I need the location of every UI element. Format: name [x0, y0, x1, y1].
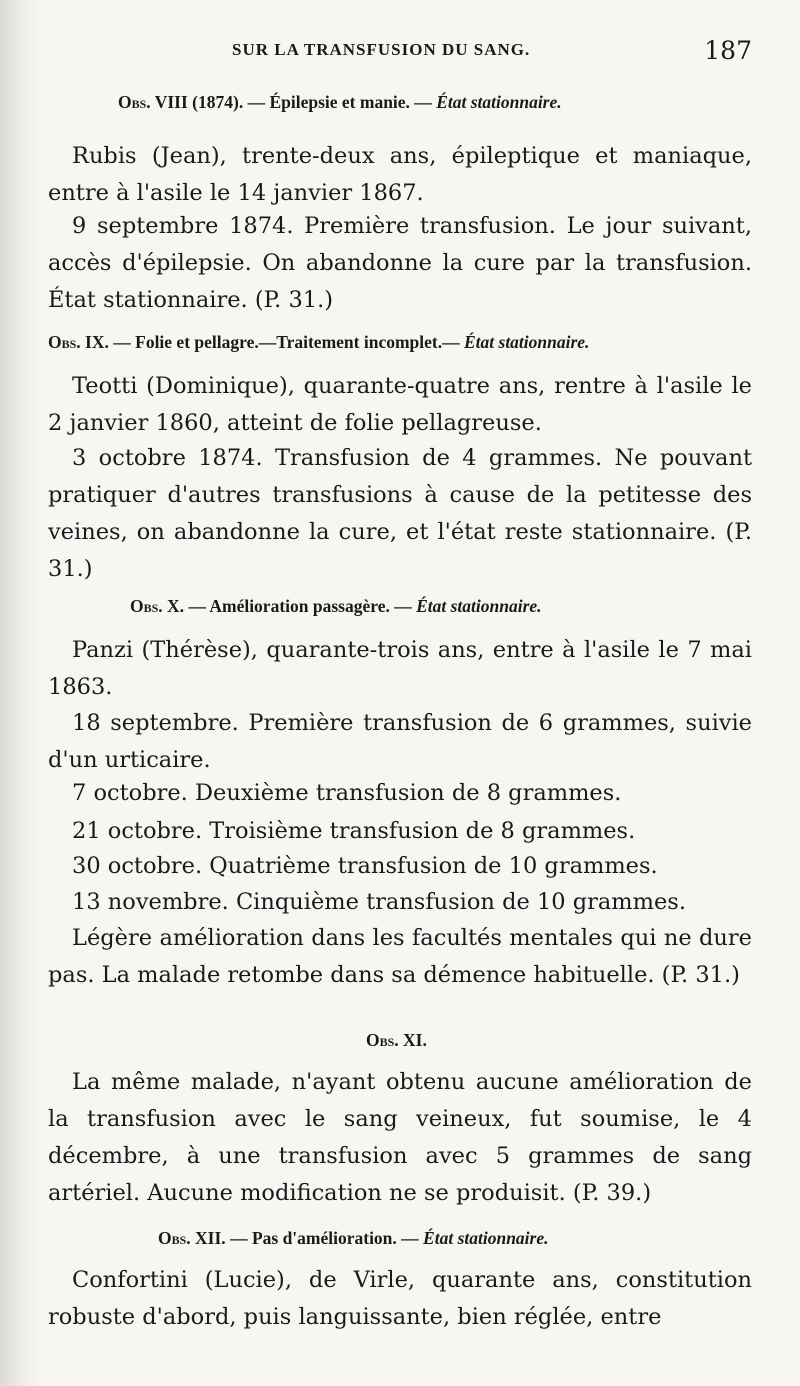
obs-status: État stationnaire. — [416, 596, 542, 616]
obs-label: Obs. XI. — [366, 1030, 427, 1050]
page-number: 187 — [704, 36, 752, 65]
obs-subject: — Épilepsie et manie. — — [243, 92, 437, 112]
obs-10-paragraph-6: 13 novembre. Cinquième transfusion de 10 grammes. — [72, 889, 686, 915]
page-gutter-shadow — [0, 0, 40, 1386]
obs-9-heading — [48, 332, 589, 353]
obs-11-heading — [366, 1030, 427, 1051]
obs-10-paragraph-1: Panzi (Thérèse), quarante-trois ans, entre à l'asile le 7 mai 1863. — [48, 637, 752, 700]
obs-label: Obs. VIII (1874). — [118, 92, 244, 112]
obs-subject: — Pas d'amélioration. — — [225, 1228, 424, 1248]
obs-9-paragraph-2: 3 octobre 1874. Transfusion de 4 grammes. Ne pouvant pratiquer d'autres transfusions à cause de la petitesse des veines, on abandonne la cure, et l'état reste stationnaire. (P. 31.) — [48, 445, 752, 582]
obs-12-heading — [158, 1228, 549, 1249]
obs-12-paragraph-1: Confortini (Lucie), de Virle, quarante ans, constitution robuste d'abord, puis languissante, bien réglée, entre — [48, 1267, 752, 1330]
obs-subject: — Amélioration passagère. — — [184, 596, 417, 616]
obs-10-paragraph-2: 18 septembre. Première transfusion de 6 grammes, suivie d'un urticaire. — [48, 710, 752, 773]
running-title: SUR LA TRANSFUSION DU SANG. — [232, 40, 531, 59]
obs-11-paragraph-1: La même malade, n'ayant obtenu aucune amélioration de la transfusion avec le sang veineux, fut soumise, le 4 décembre, à une transfusion avec 5 grammes de sang artériel. Aucune modification ne se produisit. (P. 39.) — [48, 1069, 752, 1206]
obs-10-paragraph-3: 7 octobre. Deuxième transfusion de 8 grammes. — [72, 780, 622, 806]
obs-10-heading — [130, 596, 542, 617]
obs-8-paragraph-1: Rubis (Jean), trente-deux ans, épileptique et maniaque, entre à l'asile le 14 janvier 1867. — [48, 143, 752, 206]
obs-9-paragraph-1: Teotti (Dominique), quarante-quatre ans, rentre à l'asile le 2 janvier 1860, atteint de folie pellagreuse. — [48, 373, 752, 436]
obs-status: État stationnaire. — [463, 332, 590, 352]
obs-label: Obs. X. — [130, 596, 185, 616]
obs-subject: — Folie et pellagre.—Traitement incomplet.— — [108, 332, 464, 352]
obs-status: État stationnaire. — [436, 92, 562, 112]
obs-10-paragraph-7: Légère amélioration dans les facultés mentales qui ne dure pas. La malade retombe dans sa démence habituelle. (P. 31.) — [48, 925, 752, 988]
obs-10-paragraph-5: 30 octobre. Quatrième transfusion de 10 grammes. — [72, 853, 658, 879]
page-header — [186, 36, 752, 74]
obs-8-paragraph-2: 9 septembre 1874. Première transfusion. Le jour suivant, accès d'épilepsie. On abandonne la cure par la transfusion. État stationnaire. (P. 31.) — [48, 213, 752, 313]
obs-label: Obs. IX. — [48, 332, 109, 352]
obs-8-heading — [118, 92, 562, 113]
obs-status: État stationnaire. — [423, 1228, 549, 1248]
obs-label: Obs. XII. — [158, 1228, 226, 1248]
obs-10-paragraph-4: 21 octobre. Troisième transfusion de 8 grammes. — [72, 818, 636, 844]
